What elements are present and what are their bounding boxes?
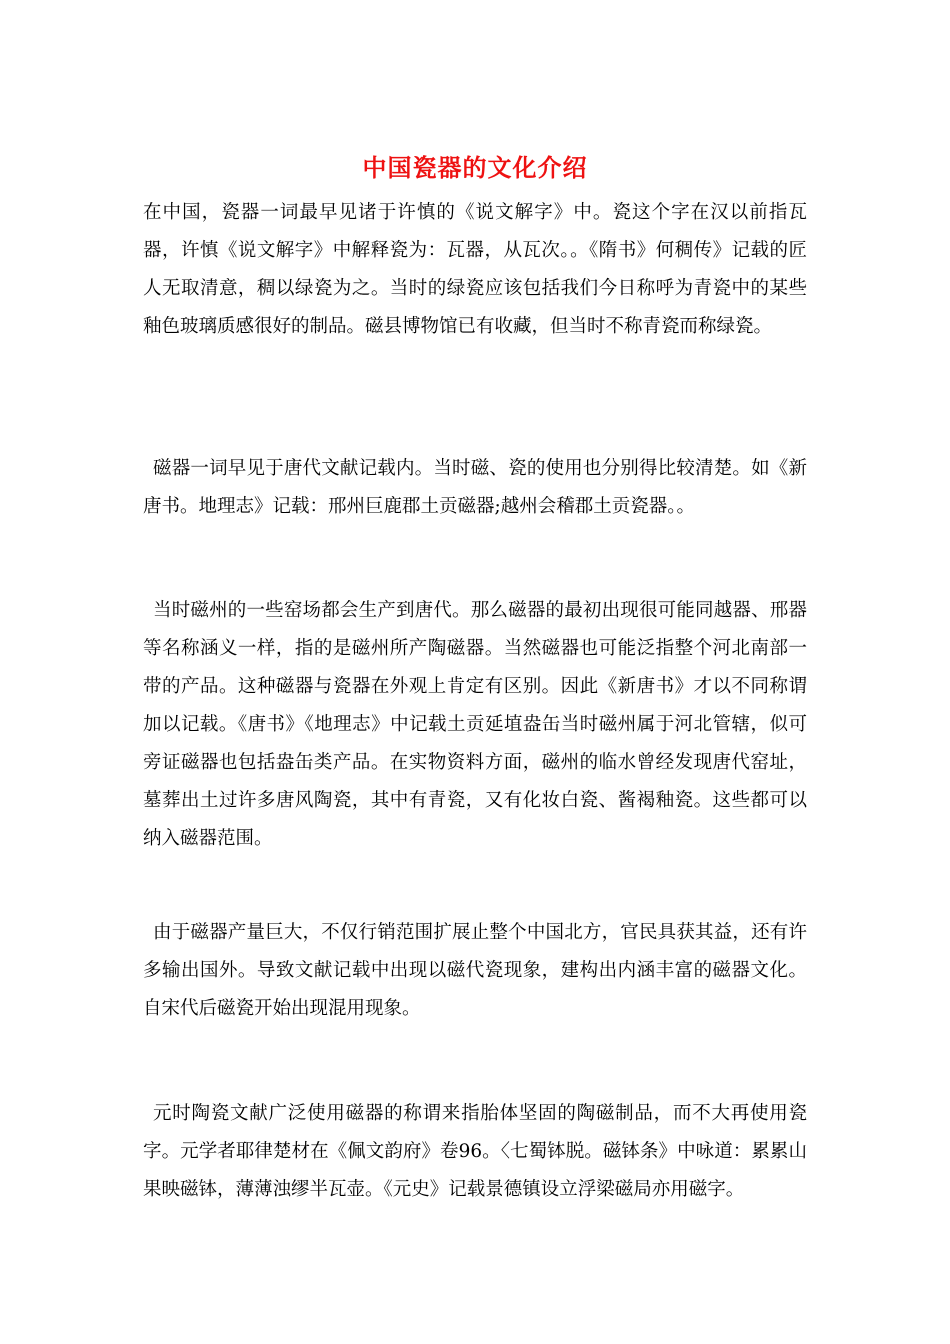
document-title: 中国瓷器的文化介绍	[362, 153, 588, 182]
paragraph-4: 由于磁器产量巨大，不仅行销范围扩展止整个中国北方，官民具获其益，还有许多输出国外。导致文献记载中出现以磁代瓷现象，建构出内涵丰富的磁器文化。自宋代后磁瓷开始出现混用现象。	[143, 922, 807, 1019]
paragraph-2: 磁器一词早见于唐代文献记载内。当时磁、瓷的使用也分别得比较清楚。如《新唐书。地理志》记载：邢州巨鹿郡土贡磁器;越州会稽郡土贡瓷器。。	[143, 458, 807, 517]
paragraph-3: 当时磁州的一些窑场都会生产到唐代。那么磁器的最初出现很可能同越器、邢器等名称涵义一样，指的是磁州所产陶磁器。当然磁器也可能泛指整个河北南部一带的产品。这种磁器与瓷器在外观上肯定有区别。因此《新唐书》才以不同称谓加以记载。《唐书》《地理志》中记载土贡延埴盎缶当时磁州属于河北管辖，似可旁证磁器也包括盎缶类产品。在实物资料方面，磁州的临水曾经发现唐代窑址，墓葬出土过许多唐风陶瓷，其中有青瓷，又有化妆白瓷、酱褐釉瓷。这些都可以纳入磁器范围。	[143, 600, 807, 849]
paragraph-1: 在中国，瓷器一词最早见诸于许慎的《说文解字》中。瓷这个字在汉以前指瓦器，许慎《说文解字》中解释瓷为：瓦器，从瓦次。。《隋书》何稠传》记载的匠人无取清意，稠以绿瓷为之。当时的绿瓷应该包括我们今日称呼为青瓷中的某些釉色玻璃质感很好的制品。磁县博物馆已有收藏，但当时不称青瓷而称绿瓷。	[143, 202, 807, 337]
paragraph-5: 元时陶瓷文献广泛使用磁器的称谓来指胎体坚固的陶磁制品，而不大再使用瓷字。元学者耶律楚材在《佩文韵府》卷96。〈七蜀钵脱。磁钵条》中咏道：累累山果映磁钵，薄薄浊缪半瓦壶。《元史》记载景德镇设立浮梁磁局亦用磁字。	[143, 1103, 807, 1200]
